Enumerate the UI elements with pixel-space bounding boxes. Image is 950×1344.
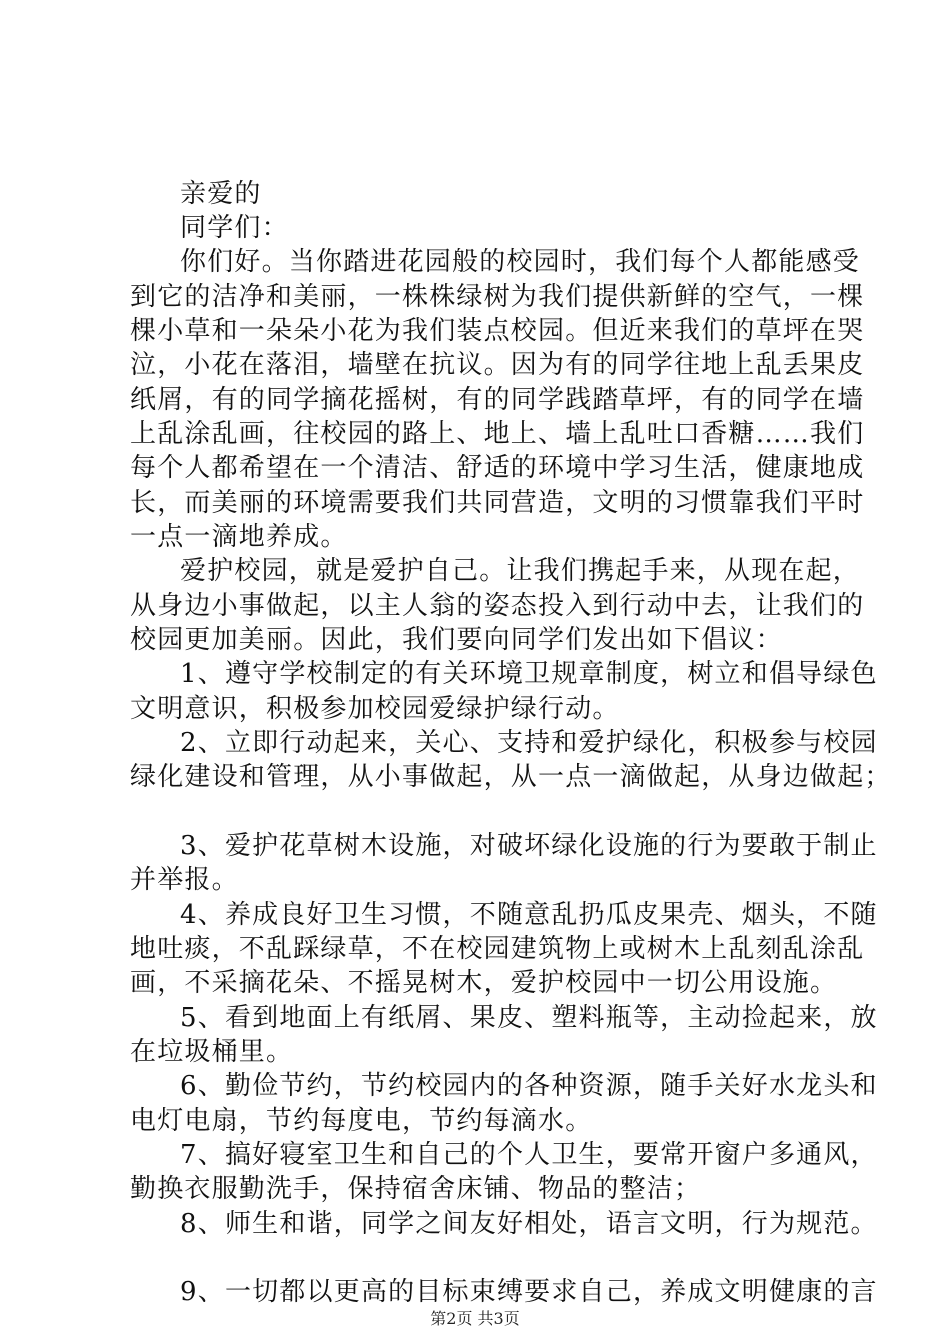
paragraph-line: 从身边小事做起，以主人翁的姿态投入到行动中去，让我们的 xyxy=(130,591,865,621)
list-item-line: 1、遵守学校制定的有关环境卫规章制度，树立和倡导绿色 xyxy=(180,659,878,689)
salutation-line-1: 亲爱的 xyxy=(180,179,262,209)
list-item-line: 文明意识，积极参加校园爱绿护绿行动。 xyxy=(130,694,620,724)
list-item-line: 电灯电扇，节约每度电，节约每滴水。 xyxy=(130,1106,593,1136)
list-item-line: 4、养成良好卫生习惯，不随意乱扔瓜皮果壳、烟头，不随 xyxy=(180,900,878,930)
paragraph-line: 棵小草和一朵朵小花为我们装点校园。但近来我们的草坪在哭 xyxy=(130,316,865,346)
list-item-line: 勤换衣服勤洗手，保持宿舍床铺、物品的整洁； xyxy=(130,1174,702,1204)
list-item-line: 5、看到地面上有纸屑、果皮、塑料瓶等，主动捡起来，放 xyxy=(180,1003,878,1033)
paragraph-line: 泣，小花在落泪，墙壁在抗议。因为有的同学往地上乱丢果皮 xyxy=(130,350,865,380)
paragraph-line: 每个人都希望在一个清洁、舒适的环境中学习生活，健康地成 xyxy=(130,453,865,483)
paragraph-line: 校园更加美丽。因此，我们要向同学们发出如下倡议： xyxy=(130,625,783,655)
paragraph-line: 长，而美丽的环境需要我们共同营造，文明的习惯靠我们平时 xyxy=(130,488,865,518)
list-item-line: 在垃圾桶里。 xyxy=(130,1037,294,1067)
list-item-line: 3、爱护花草树木设施，对破坏绿化设施的行为要敢于制止 xyxy=(180,831,878,861)
list-item-line: 6、勤俭节约，节约校园内的各种资源，随手关好水龙头和 xyxy=(180,1071,878,1101)
salutation-line-2: 同学们： xyxy=(180,213,289,243)
paragraph-line: 你们好。当你踏进花园般的校园时，我们每个人都能感受 xyxy=(180,247,861,277)
page-number-footer: 第2页 共3页 xyxy=(430,1309,520,1328)
list-item-line: 地吐痰，不乱踩绿草，不在校园建筑物上或树木上乱刻乱涂乱 xyxy=(130,934,865,964)
list-item-line: 画，不采摘花朵、不摇晃树木，爱护校园中一切公用设施。 xyxy=(130,968,838,998)
paragraph-line: 一点一滴地养成。 xyxy=(130,522,348,552)
paragraph-line: 上乱涂乱画，往校园的路上、地上、墙上乱吐口香糖……我们 xyxy=(130,419,865,449)
list-item-line: 并举报。 xyxy=(130,865,239,895)
list-item-line: 2、立即行动起来，关心、支持和爱护绿化，积极参与校园 xyxy=(180,728,878,758)
list-item-line: 8、师生和谐，同学之间友好相处，语言文明，行为规范。 xyxy=(180,1209,878,1239)
paragraph-line: 爱护校园，就是爱护自己。让我们携起手来，从现在起， xyxy=(180,556,861,586)
list-item-line: 7、搞好寝室卫生和自己的个人卫生，要常开窗户多通风， xyxy=(180,1140,878,1170)
paragraph-line: 到它的洁净和美丽，一株株绿树为我们提供新鲜的空气，一棵 xyxy=(130,282,865,312)
list-item-line: 9、一切都以更高的目标束缚要求自己，养成文明健康的言 xyxy=(180,1277,878,1307)
list-item-line: 绿化建设和管理，从小事做起，从一点一滴做起，从身边做起； xyxy=(130,762,892,792)
paragraph-line: 纸屑，有的同学摘花摇树，有的同学践踏草坪，有的同学在墙 xyxy=(130,385,865,415)
